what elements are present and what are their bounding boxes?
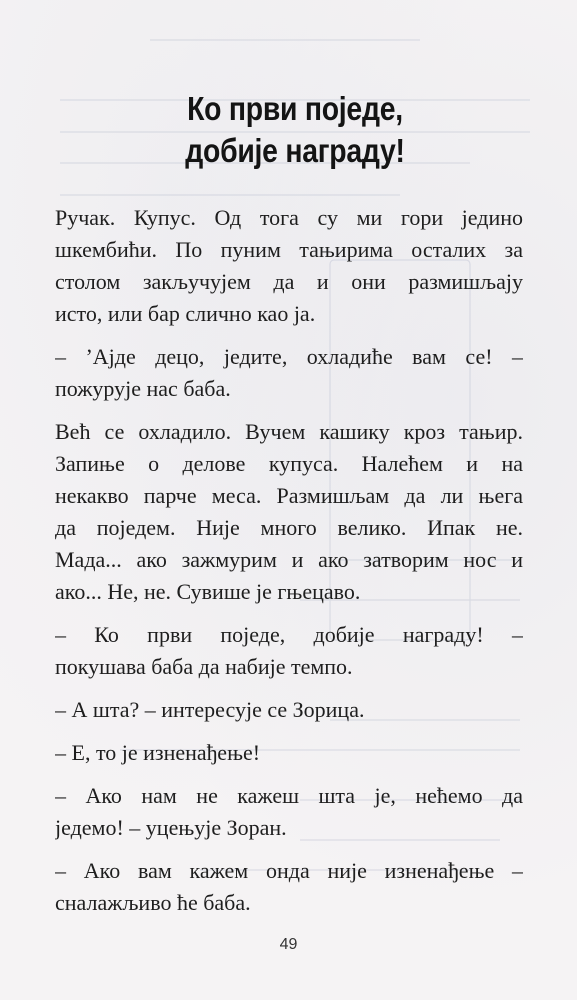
text-line: шкембићи. По пуним тањирима осталих за (55, 237, 523, 262)
chapter-title-line-1: Ко први поједе, (187, 90, 403, 127)
text-line: – Ко први поједе, добије награду! – (55, 622, 523, 647)
paragraph (55, 619, 523, 683)
paragraph (55, 202, 523, 330)
text-line: столом закључујем да и они размишљају (55, 269, 523, 294)
text-line: покушава баба да набије темпо. (55, 654, 353, 679)
text-line: сналажљиво ће баба. (55, 890, 251, 915)
text-line: исто, или бар слично као ја. (55, 301, 316, 326)
text-line: Већ се охладило. Вучем кашику кроз тањир. (55, 419, 523, 444)
paragraph (55, 855, 523, 919)
text-line: једемо! – уцењује Зоран. (55, 815, 287, 840)
paragraph (55, 694, 523, 726)
text-line: Ручак. Купус. Од тога су ми гори једино (55, 205, 523, 230)
story-text (55, 202, 523, 930)
text-line: некакво парче меса. Размишљам да ли њега (55, 483, 523, 508)
text-line: Запиње о делове купуса. Налећем и на (55, 451, 523, 476)
chapter-title-line-2: добије награду! (185, 132, 405, 169)
paragraph (55, 737, 523, 769)
text-line: – А шта? – интересује се Зорица. (55, 697, 365, 722)
text-line: ако... Не, не. Сувише је гњецаво. (55, 579, 361, 604)
text-line: – Е, то је изненађење! (55, 740, 261, 765)
chapter-title (93, 88, 497, 172)
text-line: да поједем. Није много велико. Ипак не. (55, 515, 523, 540)
text-line: – Ако вам кажем онда није изненађење – (55, 858, 523, 883)
paragraph (55, 416, 523, 608)
text-line: пожурује нас баба. (55, 376, 231, 401)
page-number: 49 (279, 936, 298, 953)
paragraph (55, 341, 523, 405)
text-line: Мада... ако зажмурим и ако затворим нос и (55, 547, 523, 572)
paragraph (55, 780, 523, 844)
text-line: – Ако нам не кажеш шта је, нећемо да (55, 783, 523, 808)
text-line: – ’Ајде децо, једите, охладиће вам се! – (55, 344, 523, 369)
